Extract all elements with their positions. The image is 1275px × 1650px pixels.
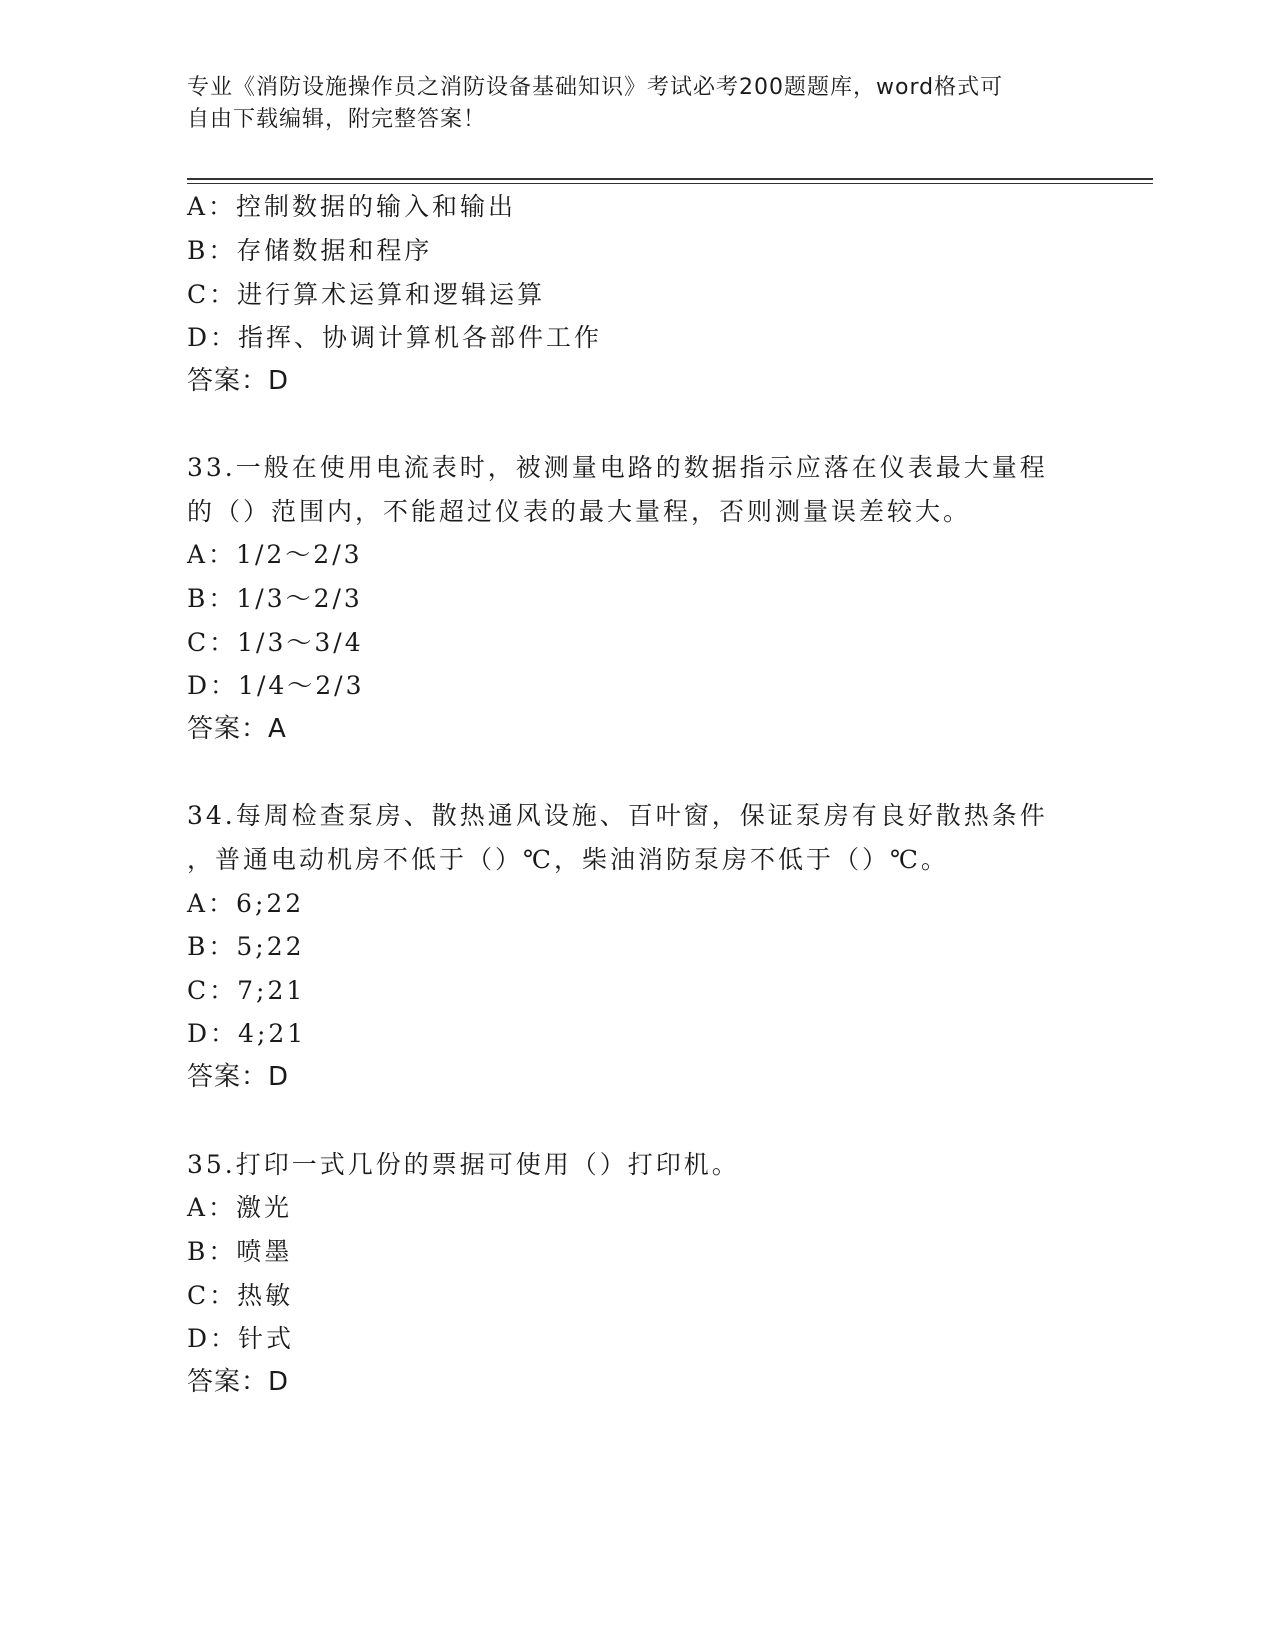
q32-option-d: D：指挥、协调计算机各部件工作: [187, 323, 603, 352]
q35-answer: 答案：D: [187, 1367, 290, 1397]
header-divider-thick: [187, 178, 1153, 180]
q32-option-a: A：控制数据的输入和输出: [187, 192, 517, 221]
header-line-1: 专业《消防设施操作员之消防设备基础知识》考试必考200题题库，word格式可: [187, 75, 1004, 100]
q35-option-c: C：热敏: [187, 1281, 294, 1310]
q34-stem-line-2: ，普通电动机房不低于（）℃，柴油消防泵房不低于（）℃。: [187, 845, 949, 874]
q33-option-a: A：1/2～2/3: [187, 540, 363, 569]
q33-answer: 答案：A: [187, 714, 287, 744]
q34-option-b: B：5;22: [187, 932, 305, 961]
q34-option-c: C：7;21: [187, 976, 306, 1005]
q33-option-d: D：1/4～2/3: [187, 671, 365, 700]
document-header: [187, 72, 1087, 136]
q32-option-b: B：存储数据和程序: [187, 236, 433, 265]
q35-option-b: B：喷墨: [187, 1237, 293, 1266]
q33-stem-line-1: 33.一般在使用电流表时，被测量电路的数据指示应落在仪表最大量程: [187, 453, 1048, 482]
header-divider-thin: [187, 183, 1153, 184]
q34-option-d: D：4;21: [187, 1019, 307, 1048]
q33-option-b: B：1/3～2/3: [187, 584, 363, 613]
q35-option-d: D：针式: [187, 1324, 295, 1353]
q32-option-c: C：进行算术运算和逻辑运算: [187, 280, 546, 309]
q33-stem-line-2: 的（）范围内，不能超过仪表的最大量程，否则测量误差较大。: [187, 497, 972, 526]
q35-stem-line-1: 35.打印一式几份的票据可使用（）打印机。: [187, 1150, 740, 1179]
q34-stem-line-1: 34.每周检查泵房、散热通风设施、百叶窗，保证泵房有良好散热条件: [187, 801, 1048, 830]
q34-option-a: A：6;22: [187, 889, 305, 918]
q33-option-c: C：1/3～3/4: [187, 628, 364, 657]
header-line-2: 自由下载编辑，附完整答案！: [187, 107, 487, 132]
q35-option-a: A：激光: [187, 1193, 293, 1222]
q34-answer: 答案：D: [187, 1062, 290, 1092]
q32-answer: 答案：D: [187, 366, 290, 396]
